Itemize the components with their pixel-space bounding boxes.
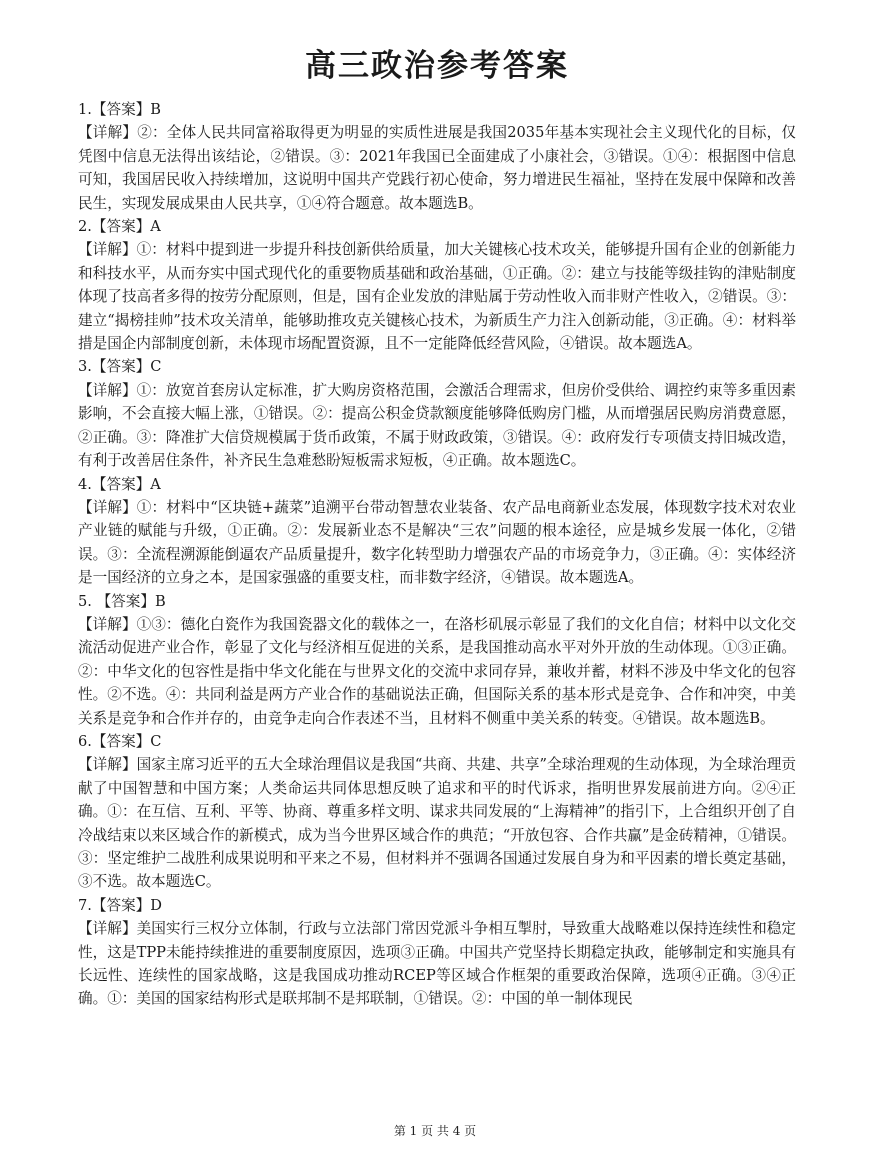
- detail-text: 【详解】美国实行三权分立体制，行政与立法部门常因党派斗争相互掣肘，导致重大战略难以保持连续性和稳定性，这是TPP未能持续推进的重要制度原因，选项③正确。中国共产党坚持长期稳定执政，能够制定和实施具有长远性、连续性的国家战略，这是我国成功推动RCEP等区域合作框架的重要政治保障，选项④正确。③④正确。①：美国的国家结构形式是联邦制不是邦联制，①错误。②：中国的单一制体现民: [78, 920, 796, 1008]
- answer-line: 3.【答案】C: [78, 358, 162, 376]
- answer-line: 4.【答案】A: [78, 475, 161, 493]
- question-6: [78, 730, 796, 894]
- page-number-footer: 第 1 页 共 4 页: [393, 1124, 477, 1138]
- detail-text: 【详解】①：材料中提到进一步提升科技创新供给质量，加大关键核心技术攻关，能够提升国有企业的创新能力和科技水平，从而夯实中国式现代化的重要物质基础和政治基础，①正确。②：建立与技能等级挂钩的津贴制度体现了技高者多得的按劳分配原则，但是，国有企业发放的津贴属于劳动性收入而非财产性收入，②错误。③：建立“揭榜挂帅”技术攻关清单，能够助推攻克关键核心技术，为新质生产力注入创新动能，③正确。④：材料举措是国企内部制度创新，未体现市场配置资源，且不一定能降低经营风险，④错误。故本题选A。: [78, 241, 796, 353]
- answer-line: 6.【答案】C: [78, 732, 162, 750]
- question-2: [78, 215, 796, 355]
- detail-text: 【详解】①③：德化白瓷作为我国瓷器文化的载体之一，在洛杉矶展示彰显了我们的文化自信；材料中以文化交流活动促进产业合作，彰显了文化与经济相互促进的关系，是我国推动高水平对外开放的生动体现。①③正确。②：中华文化的包容性是指中华文化能在与世界文化的交流中求同存异，兼收并蓄，材料不涉及中华文化的包容性。②不选。④：共同利益是两方产业合作的基础说法正确，但国际关系的基本形式是竞争、合作和冲突，中美关系是竞争和合作并存的，由竞争走向合作表述不当，且材料不侧重中美关系的转变。④错误。故本题选B。: [78, 615, 796, 727]
- detail-text: 【详解】①：放宽首套房认定标准，扩大购房资格范围，会激活合理需求，但房价受供给、调控约束等多重因素影响，不会直接大幅上涨，①错误。②：提高公积金贷款额度能够降低购房门槛，从而增强居民购房消费意愿，②正确。③：降准扩大信贷规模属于货币政策，不属于财政政策，③错误。④：政府发行专项债支持旧城改造，有利于改善居住条件，补齐民生急难愁盼短板需求短板，④正确。故本题选C。: [78, 381, 796, 470]
- answer-list: [78, 98, 796, 1011]
- question-4: [78, 473, 796, 590]
- detail-text: 【详解】国家主席习近平的五大全球治理倡议是我国“共商、共建、共享”全球治理观的生动体现，为全球治理贡献了中国智慧和中国方案；人类命运共同体思想反映了追求和平的时代诉求，指明世界发展前进方向。②④正确。①：在互信、互利、平等、协商、尊重多样文明、谋求共同发展的“上海精神”的指引下，上合组织开创了自冷战结束以来区域合作的新模式，成为当今世界区域合作的典范；“开放包容、合作共赢”是金砖精神，①错误。③：坚定维护二战胜利成果说明和平来之不易，但材料并不强调各国通过发展自身为和平因素的增长奠定基础，③不选。故本题选C。: [78, 756, 796, 891]
- answer-line: 2.【答案】A: [78, 218, 161, 236]
- question-7: [78, 894, 796, 1011]
- question-3: [78, 355, 796, 472]
- answer-line: 7.【答案】D: [78, 896, 162, 914]
- answer-line: 1.【答案】B: [78, 101, 162, 118]
- document-title: 高三政治参考答案: [305, 48, 569, 84]
- detail-text: 【详解】①：材料中“区块链+蔬菜”追溯平台带动智慧农业装备、农产品电商新业态发展，体现数字技术对农业产业链的赋能与升级，①正确。②：发展新业态不是解决“三农”问题的根本途径，应是城乡发展一体化，②错误。③：全流程溯源能倒逼农产品质量提升，数字化转型助力增强农产品的市场竞争力，③正确。④：实体经济是一国经济的立身之本，是国家强盛的重要支柱，而非数字经济，④错误。故本题选A。: [78, 498, 796, 587]
- question-5: [78, 590, 796, 730]
- answer-line: 5. 【答案】B: [78, 592, 166, 610]
- question-1: [78, 98, 796, 215]
- detail-text: 【详解】②：全体人民共同富裕取得更为明显的实质性进展是我国2035年基本实现社会主义现代化的目标，仅凭图中信息无法得出该结论，②错误。③：2021年我国已全面建成了小康社会，③错误。①④：根据图中信息可知，我国居民收入持续增加，这说明中国共产党践行初心使命，努力增进民生福祉，坚持在发展中保障和改善民生，实现发展成果由人民共享，①④符合题意。故本题选B。: [78, 124, 796, 212]
